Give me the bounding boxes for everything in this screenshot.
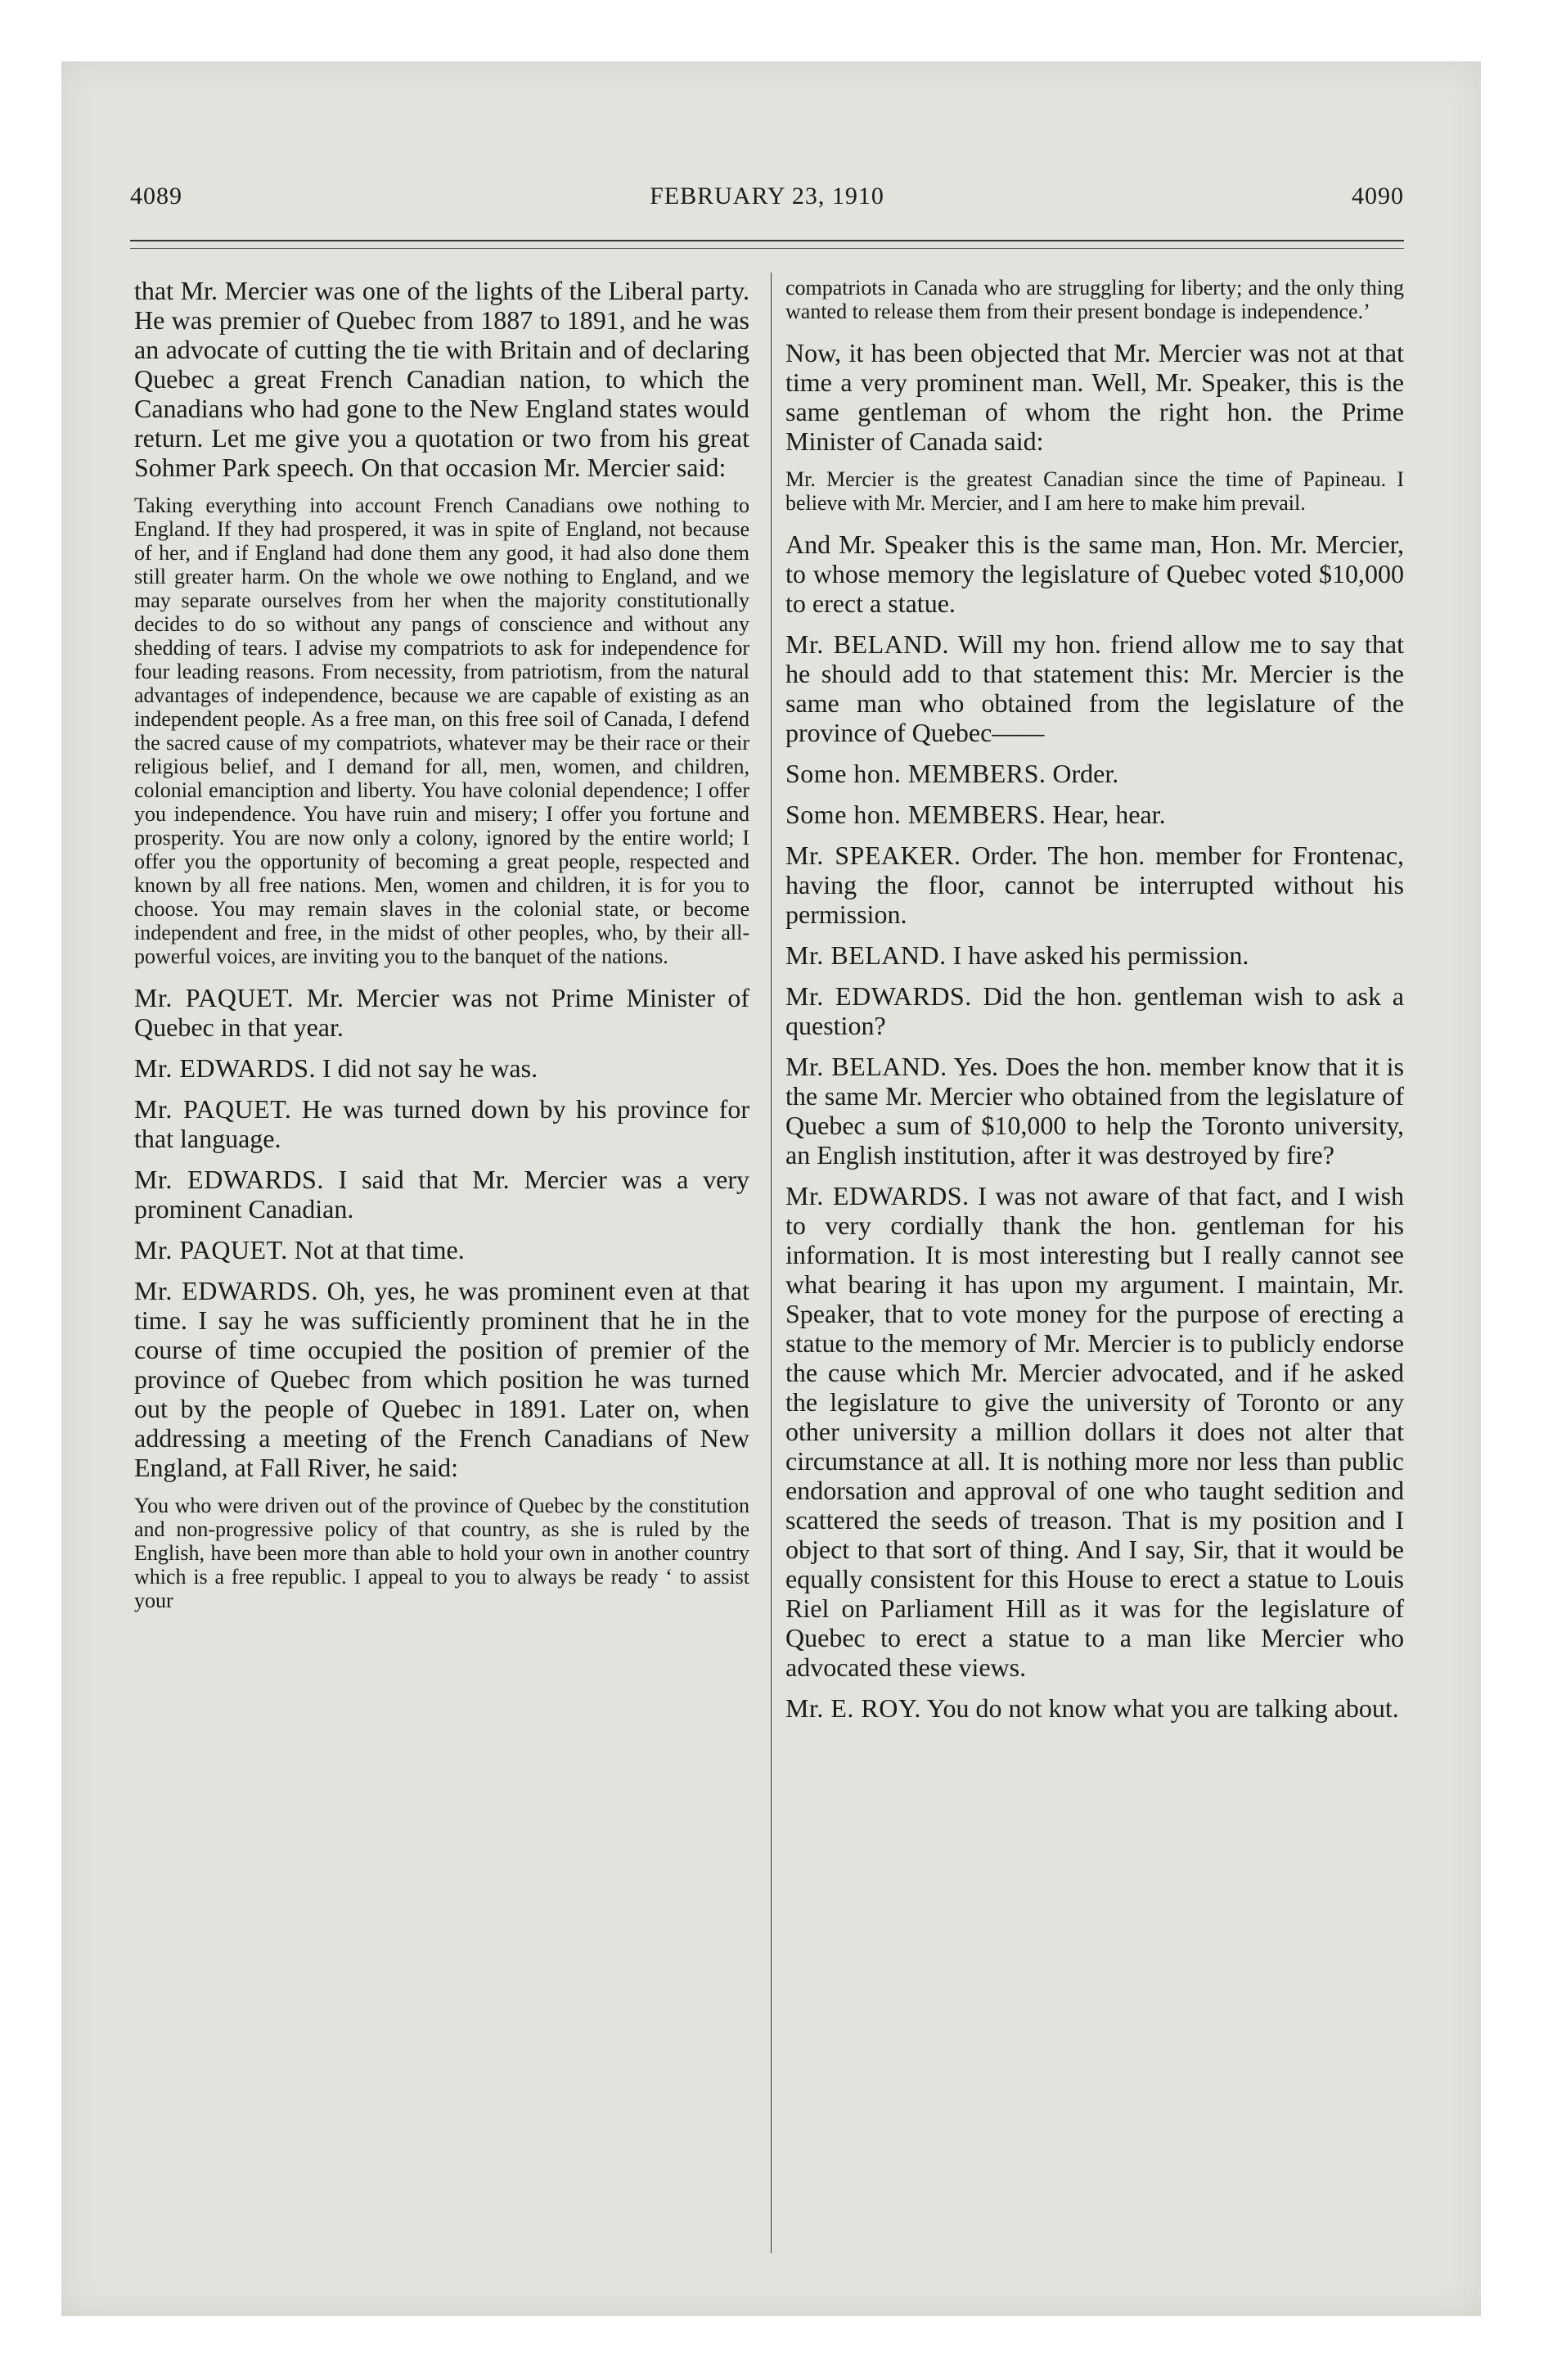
speaker-name: Mr. BELAND. xyxy=(785,629,949,659)
speaker-name: Mr. EDWARDS. xyxy=(785,981,972,1011)
paragraph: that Mr. Mercier was one of the lights of the Liberal party. He was premier of Quebec from 1887 to 1891, and he was an advocate of cutting the tie with Britain and of declaring Quebec a great French Canadian nation, to which the Canadians who had gone to the New England states would return. Let me give you a quotation or two from his great Sohmer Park speech. On that occasion Mr. Mercier said: xyxy=(134,276,749,482)
speaker-name: Mr. SPEAKER. xyxy=(785,841,961,870)
speaker-name: Mr. EDWARDS. xyxy=(785,1181,970,1210)
speech-paragraph xyxy=(785,1181,1404,1682)
speaker-name: Mr. EDWARDS. xyxy=(134,1165,324,1194)
page-date-title: FEBRUARY 23, 1910 xyxy=(650,183,884,210)
speech-text: I said that Mr. Mercier was a very prominent Canadian. xyxy=(134,1165,750,1224)
speech-text: I did not say he was. xyxy=(322,1053,538,1083)
speaker-name: Mr. BELAND. xyxy=(785,1052,947,1081)
speaker-name: Mr. E. ROY. xyxy=(785,1693,921,1723)
speaker-name: Mr. EDWARDS. xyxy=(134,1053,317,1083)
speech-paragraph xyxy=(785,841,1404,929)
speech-text: I have asked his permission. xyxy=(952,940,1249,970)
column-divider xyxy=(771,273,772,2253)
speech-paragraph xyxy=(785,629,1404,747)
page-number-right: 4090 xyxy=(1352,183,1404,210)
left-column xyxy=(134,276,749,1627)
page-number-left: 4089 xyxy=(130,183,182,210)
page-header xyxy=(130,183,1404,219)
document-page xyxy=(61,61,1481,2316)
speaker-name: Mr. PAQUET. xyxy=(134,1094,292,1124)
paragraph: And Mr. Speaker this is the same man, Hon. Mr. Mercier, to whose memory the legislature of Quebec voted $10,000 to erect a statue. xyxy=(785,530,1404,618)
speech-paragraph xyxy=(785,1693,1404,1723)
speaker-name: Some hon. MEMBERS. xyxy=(785,759,1046,788)
speaker-name: Some hon. MEMBERS. xyxy=(785,800,1046,829)
quotation: Taking everything into account French Canadians owe nothing to England. If they had prospered, it was in spite of England, not because of her, and if England had done them any good, it had also done them still greater harm. On the whole we owe nothing to England, and we may separate ourselves from her when the majority constitutionally decides to do so without any pangs of conscience and without any shedding of tears. I advise my compatriots to ask for independence for four leading reasons. From necessity, from patriotism, from the natural advantages of independence, because we are capable of existing as an independent people. As a free man, on this free soil of Canada, I defend the sacred cause of my compatriots, whatever may be their race or their religious belief, and I demand for all, men, women, and children, colonial emanciption and liberty. You have colonial dependence; I offer you independence. You have ruin and misery; I offer you fortune and prosperity. You are now only a colony, ignored by the entire world; I offer you the opportunity of becoming a great people, respected and known by all free nations. Men, women and children, it is for you to choose. You may remain slaves in the colonial state, or become independent and free, in the midst of other peoples, who, by their all-powerful voices, are inviting you to the banquet of the nations. xyxy=(134,494,749,968)
speech-paragraph xyxy=(134,1053,749,1083)
speech-paragraph xyxy=(134,983,749,1042)
speech-text: Order. xyxy=(1052,759,1119,788)
speech-text: Did the hon. gentleman wish to ask a question? xyxy=(785,981,1405,1040)
speech-paragraph xyxy=(785,940,1404,970)
quotation: You who were driven out of the province of Quebec by the constitution and non-progressive policy of that country, as she is ruled by the English, have been more than able to hold your own in another country which is a free republic. I appeal to you to always be ready ‘ to assist your xyxy=(134,1494,749,1612)
speech-text: You do not know what you are talking about. xyxy=(926,1693,1399,1723)
speech-text: Hear, hear. xyxy=(1052,800,1166,829)
right-column xyxy=(785,276,1404,1734)
speaker-name: Mr. PAQUET. xyxy=(134,1235,288,1264)
speech-paragraph xyxy=(134,1094,749,1153)
speaker-name: Mr. EDWARDS. xyxy=(134,1276,318,1305)
speech-paragraph xyxy=(134,1235,749,1264)
speaker-name: Mr. PAQUET. xyxy=(134,983,295,1012)
speech-paragraph xyxy=(134,1165,749,1224)
speech-paragraph xyxy=(785,981,1404,1040)
speech-text: Yes. Does the hon. member know that it is the same Mr. Mercier who obtained from the legislature of Quebec a sum of $10,000 to help the Toronto university, an English institution, after it was destroyed by fire? xyxy=(785,1052,1405,1170)
speech-paragraph xyxy=(785,800,1404,829)
speech-text: Mr. Mercier was not Prime Minister of Quebec in that year. xyxy=(134,983,750,1042)
speech-text: Order. The hon. member for Frontenac, having the floor, cannot be interrupted without his permission. xyxy=(785,841,1405,929)
speech-text: He was turned down by his province for that language. xyxy=(134,1094,750,1153)
speaker-name: Mr. BELAND. xyxy=(785,940,947,970)
paragraph: Now, it has been objected that Mr. Mercier was not at that time a very prominent man. Well, Mr. Speaker, this is the same gentleman of whom the right hon. the Prime Minister of Canada said: xyxy=(785,338,1404,456)
speech-text: Will my hon. friend allow me to say that he should add to that statement this: Mr. Mercier is the same man who obtained from the legislature of the province of Quebec—— xyxy=(785,629,1405,747)
quotation: Mr. Mercier is the greatest Canadian since the time of Papineau. I believe with Mr. Mercier, and I am here to make him prevail. xyxy=(785,467,1404,515)
speech-text: Oh, yes, he was prominent even at that time. I say he was sufficiently prominent that he in the course of time occupied the position of premier of the province of Quebec from which position he was turned out by the people of Quebec in 1891. Later on, when addressing a meeting of the French Canadians of New England, at Fall River, he said: xyxy=(134,1276,750,1482)
header-rule xyxy=(130,240,1404,241)
speech-text: Not at that time. xyxy=(294,1235,465,1264)
speech-text: I was not aware of that fact, and I wish to very cordially thank the hon. gentleman for his information. It is most interesting but I really cannot see what bearing it has upon my argument. I maintain, Mr. Speaker, that to vote money for the purpose of erecting a statue to the memory of Mr. Mercier is to publicly endorse the cause which Mr. Mercier advocated, and if he asked the legislature to give the university of Toronto or any other university a million dollars it does not alter that circumstance at all. It is nothing more nor less than public endorsation and approval of one who taught sedition and scattered the seeds of treason. That is my position and I object to that sort of thing. And I say, Sir, that it would be equally consistent for this House to erect a statue to Louis Riel on Parliament Hill as it was for the legislature of Quebec to erect a statue to a man like Mercier who advocated these views. xyxy=(785,1181,1405,1682)
speech-paragraph xyxy=(134,1276,749,1482)
header-rule-thin xyxy=(130,248,1404,249)
speech-paragraph xyxy=(785,1052,1404,1170)
speech-paragraph xyxy=(785,759,1404,788)
quotation-continued: compatriots in Canada who are struggling for liberty; and the only thing wanted to release them from their present bondage is independence.’ xyxy=(785,276,1404,323)
